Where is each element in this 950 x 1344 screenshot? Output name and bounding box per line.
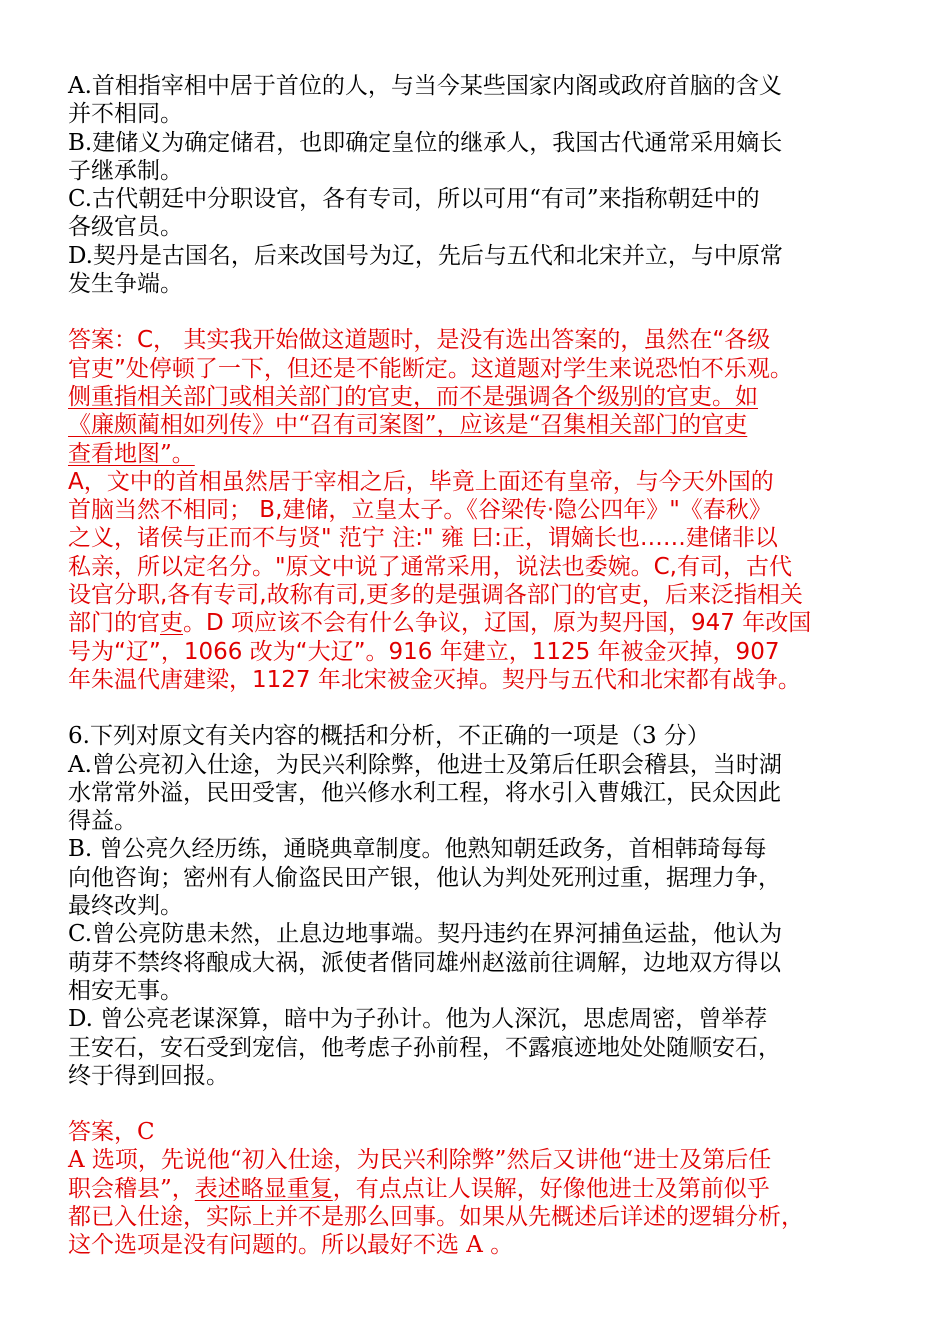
- option-line: C.曾公亮防患未然，止息边地事端。契丹违约在界河捕鱼运盐，他认为: [68, 921, 783, 948]
- question-6: [68, 722, 888, 1090]
- option-line: 水常常外溢，民田受害，他兴修水利工程，将水引入曹娥江，民众因此: [68, 779, 781, 806]
- answer-line: A，文中的首相虽然居于宰相之后，毕竟上面还有皇帝，与今天外国的: [68, 468, 774, 495]
- question-5-answer: [68, 326, 888, 694]
- option-d-line-2: 发生争端。: [68, 271, 183, 298]
- option-line: 王安石，安石受到宠信，他考虑子孙前程，不露痕迹地处处随顺安石，: [68, 1034, 781, 1061]
- answer-line-underlined: 侧重指相关部门或相关部门的官吏，而不是强调各个级别的官吏。如: [68, 383, 758, 410]
- answer-line: 首脑当然不相同； B,建储，立皇太子。《谷梁传·隐公四年》"《春秋》: [68, 497, 772, 524]
- answer-line: 设官分职,各有专司,故称有司,更多的是强调各部门的官吏，后来泛指相关: [68, 582, 803, 609]
- answer-line: 年朱温代唐建梁，1127 年北宋被金灭掉。契丹与五代和北宋都有战争。: [68, 666, 801, 693]
- option-line: 得益。: [68, 808, 137, 835]
- underlined-text: 表述略显重复: [194, 1175, 333, 1202]
- answer-line: 官吏”处停顿了一下，但还是不能断定。这道题对学生来说恐怕不乐观。: [68, 355, 793, 382]
- answer-text: 职会稽县”，: [68, 1175, 195, 1202]
- answer-text: 部门的官: [68, 610, 160, 637]
- answer-line: 之义，诸侯与正而不与贤" 范宁 注:" 雍 曰:正，谓嫡长也……建储非以: [68, 525, 778, 552]
- answer-text: ，有点点让人误解，好像他进士及第前似乎: [332, 1175, 770, 1202]
- option-line: D. 曾公亮老谋深算，暗中为子孙计。他为人深沉，思虑周密，曾举荐: [68, 1006, 768, 1033]
- answer-line-underlined: 查看地图”。: [68, 440, 195, 467]
- option-line: 终于得到回报。: [68, 1062, 229, 1089]
- answer-text: 。D 项应该不会有什么争议，辽国，原为契丹国，947 年改国: [183, 610, 812, 637]
- underlined-text: 吏: [160, 610, 183, 637]
- option-line: B. 曾公亮久经历练，通晓典章制度。他熟知朝廷政务，首相韩琦每每: [68, 836, 767, 863]
- answer-line: A 选项，先说他“初入仕途，为民兴利除弊”然后又讲他“进士及第后任: [68, 1147, 772, 1174]
- answer-line: 号为“辽”，1066 改为“大辽”。916 年建立，1125 年被金灭掉，907: [68, 638, 780, 665]
- document-page: [68, 72, 888, 1260]
- question-6-answer: [68, 1118, 888, 1259]
- answer-line: 答案，C: [68, 1119, 155, 1146]
- option-a-line-2: 并不相同。: [68, 101, 183, 128]
- option-line: 向他咨询；密州有人偷盗民田产银，他认为判处死刑过重，据理力争，: [68, 864, 781, 891]
- answer-line: 答案：C， 其实我开始做这道题时，是没有选出答案的，虽然在“各级: [68, 327, 771, 354]
- option-d-line-1: D.契丹是古国名，后来改国号为辽，先后与五代和北宋并立，与中原常: [68, 242, 783, 269]
- option-b-line-1: B.建储义为确定储君，也即确定皇位的继承人，我国古代通常采用嫡长: [68, 129, 783, 156]
- option-line: 萌芽不禁终将酿成大祸，派使者偕同雄州赵滋前往调解，边地双方得以: [68, 949, 781, 976]
- answer-line: 都已入仕途，实际上并不是那么回事。如果从先概述后详述的逻辑分析，: [68, 1203, 804, 1230]
- spacer: [68, 298, 888, 326]
- question-5-options: [68, 72, 888, 298]
- spacer: [68, 694, 888, 722]
- question-6-stem: 6.下列对原文有关内容的概括和分析，不正确的一项是（3 分）: [68, 723, 710, 750]
- answer-line: [68, 1175, 888, 1203]
- answer-line-underlined: 《廉颇蔺相如列传》中“召有司案图”，应该是“召集相关部门的官吏: [68, 412, 748, 439]
- option-c-line-1: C.古代朝廷中分职设官，各有专司，所以可用“有司”来指称朝廷中的: [68, 186, 760, 213]
- option-b-line-2: 子继承制。: [68, 157, 183, 184]
- option-line: 最终改判。: [68, 893, 183, 920]
- option-line: 相安无事。: [68, 977, 183, 1004]
- answer-line: [68, 609, 888, 637]
- answer-line: 这个选项是没有问题的。所以最好不选 A 。: [68, 1232, 514, 1259]
- option-line: A.曾公亮初入仕途，为民兴利除弊，他进士及第后任职会稽县，当时湖: [68, 751, 782, 778]
- option-a-line-1: A.首相指宰相中居于首位的人，与当今某些国家内阁或政府首脑的含义: [68, 73, 782, 99]
- option-c-line-2: 各级官员。: [68, 214, 183, 241]
- answer-line: 私亲，所以定名分。"原文中说了通常采用，说法也委婉。C,有司，古代: [68, 553, 792, 580]
- spacer: [68, 1090, 888, 1118]
